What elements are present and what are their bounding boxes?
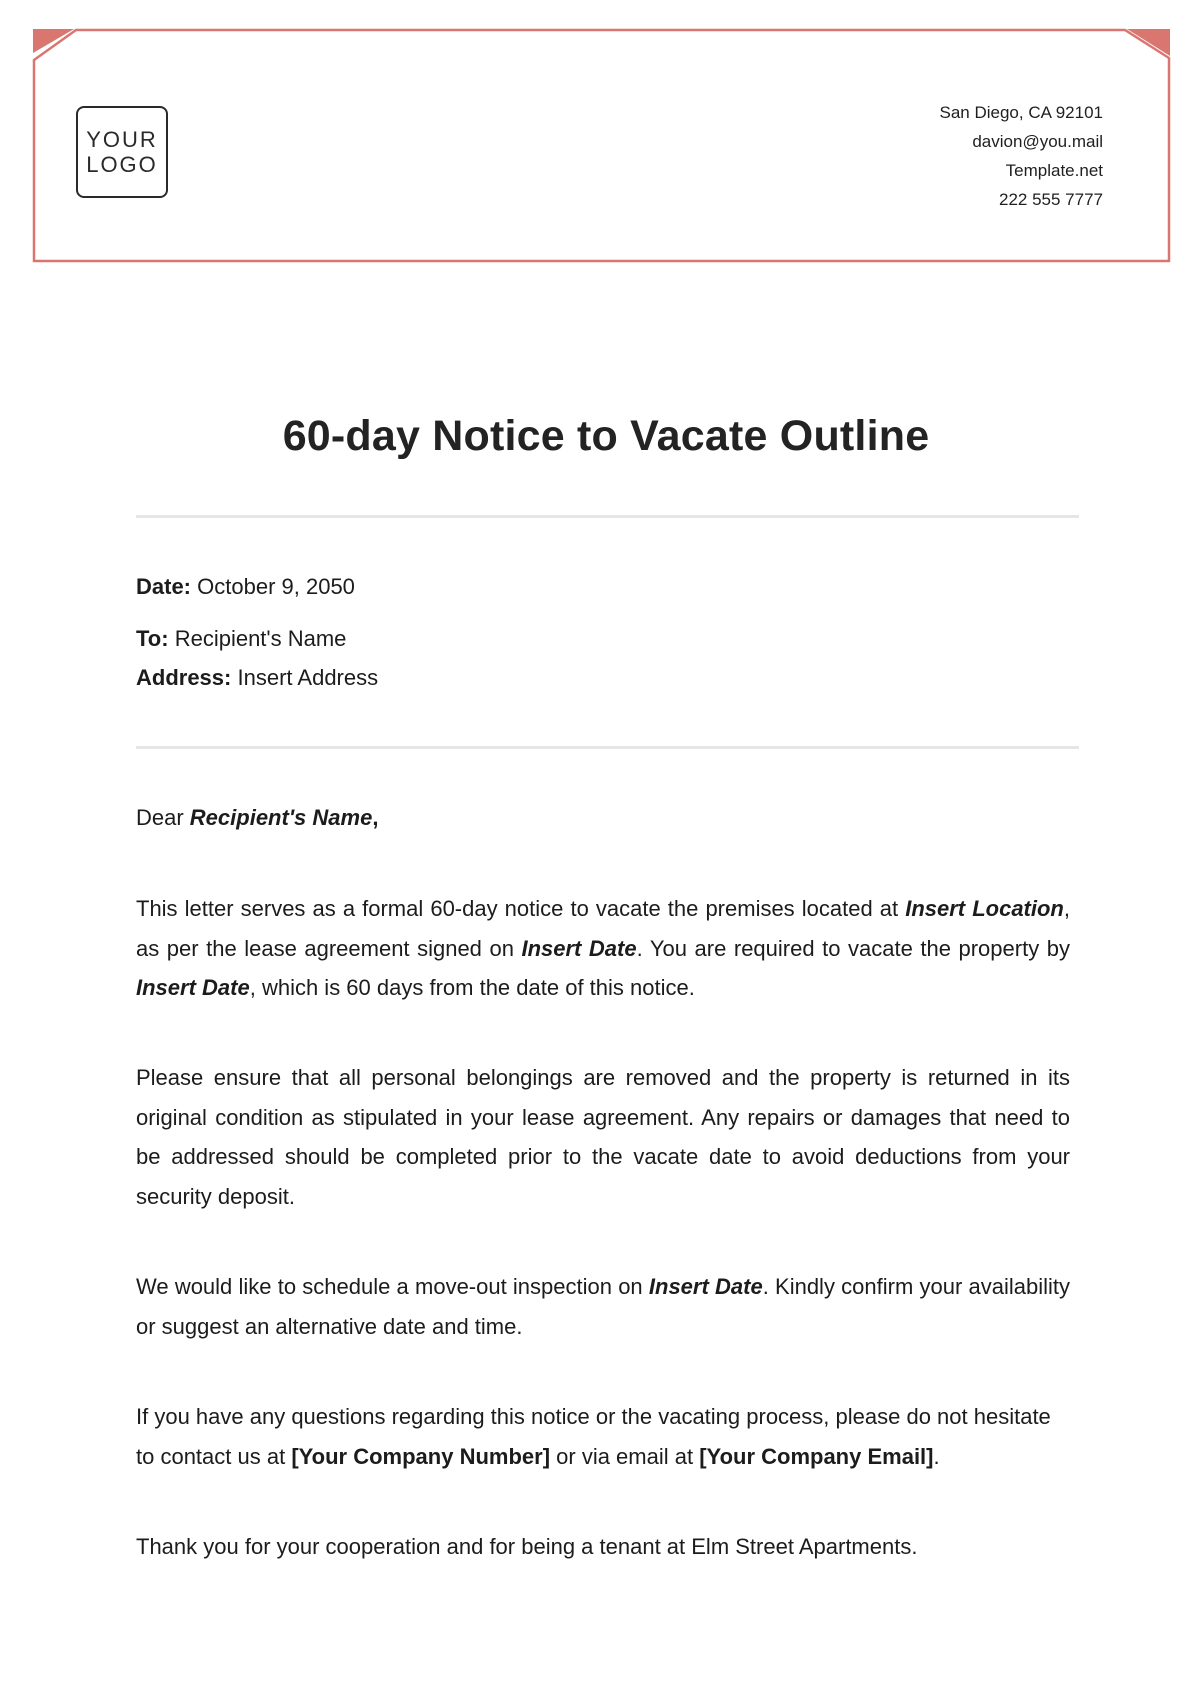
salutation xyxy=(136,798,1070,838)
placeholder-vacate-date: Insert Date xyxy=(136,975,250,1000)
document-title: 60-day Notice to Vacate Outline xyxy=(282,412,930,460)
paragraph-text: . You are required to vacate the property by xyxy=(636,935,1070,961)
logo-text-line-1: YOUR xyxy=(86,127,158,152)
paragraph-text: If you have any questions regarding this notice or the vacating process, please do not hesitate to contact us at xyxy=(136,1404,1051,1469)
recipient-field xyxy=(136,626,346,652)
contact-info xyxy=(939,98,1103,214)
paragraph-notice xyxy=(136,889,1070,1008)
address-label: Address: xyxy=(136,665,232,690)
contact-email: davion@you.mail xyxy=(972,132,1103,151)
paragraph-inspection xyxy=(136,1267,1070,1346)
paragraph-closing: Thank you for your cooperation and for being a tenant at Elm Street Apartments. xyxy=(136,1534,918,1559)
placeholder-company-number: [Your Company Number] xyxy=(291,1443,551,1469)
paragraph-text: . Kindly confirm your availability or suggest an alternative date and time. xyxy=(136,1274,1070,1339)
paragraph-text: , as per the lease agreement signed on xyxy=(136,896,1070,961)
corner-triangle-right xyxy=(1127,29,1170,56)
placeholder-location: Insert Location xyxy=(905,896,1064,921)
divider xyxy=(136,515,1079,518)
salutation-suffix: , xyxy=(372,805,379,830)
address-value: Insert Address xyxy=(237,665,379,690)
paragraph-belongings: Please ensure that all personal belongings are removed and the property is returned in its original condition as stipulated in your lease agreement. Any repairs or damages that need to be addressed should be completed prior to the vacate date to avoid deductions from your security deposit. xyxy=(136,1065,1070,1209)
paragraph-text: This letter serves as a formal 60-day notice to vacate the premises located at xyxy=(136,896,906,921)
contact-address: San Diego, CA 92101 xyxy=(939,103,1103,122)
date-value: October 9, 2050 xyxy=(197,574,355,599)
contact-phone: 222 555 7777 xyxy=(999,190,1103,209)
placeholder-inspection-date: Insert Date xyxy=(648,1274,763,1299)
letterhead xyxy=(0,0,1200,280)
logo-placeholder xyxy=(76,106,168,198)
paragraph-text: , which is 60 days from the date of this notice. xyxy=(249,975,695,1000)
salutation-name: Recipient's Name xyxy=(189,805,373,830)
divider xyxy=(136,746,1079,749)
paragraph-text: . xyxy=(933,1443,940,1469)
paragraph-text: or via email at xyxy=(550,1443,700,1469)
corner-triangle-left xyxy=(33,29,74,53)
salutation-prefix: Dear xyxy=(136,805,190,830)
logo-text-line-2: LOGO xyxy=(86,152,158,177)
paragraph-contact xyxy=(136,1397,1070,1476)
contact-website: Template.net xyxy=(1005,161,1103,180)
placeholder-company-email: [Your Company Email] xyxy=(699,1443,934,1469)
recipient-label: To: xyxy=(136,626,169,651)
paragraph-text: We would like to schedule a move-out inspection on xyxy=(136,1274,649,1299)
date-label: Date: xyxy=(136,574,192,599)
address-field xyxy=(136,665,378,691)
placeholder-signed-date: Insert Date xyxy=(521,935,637,961)
recipient-value: Recipient's Name xyxy=(174,626,347,651)
date-field xyxy=(136,574,355,600)
